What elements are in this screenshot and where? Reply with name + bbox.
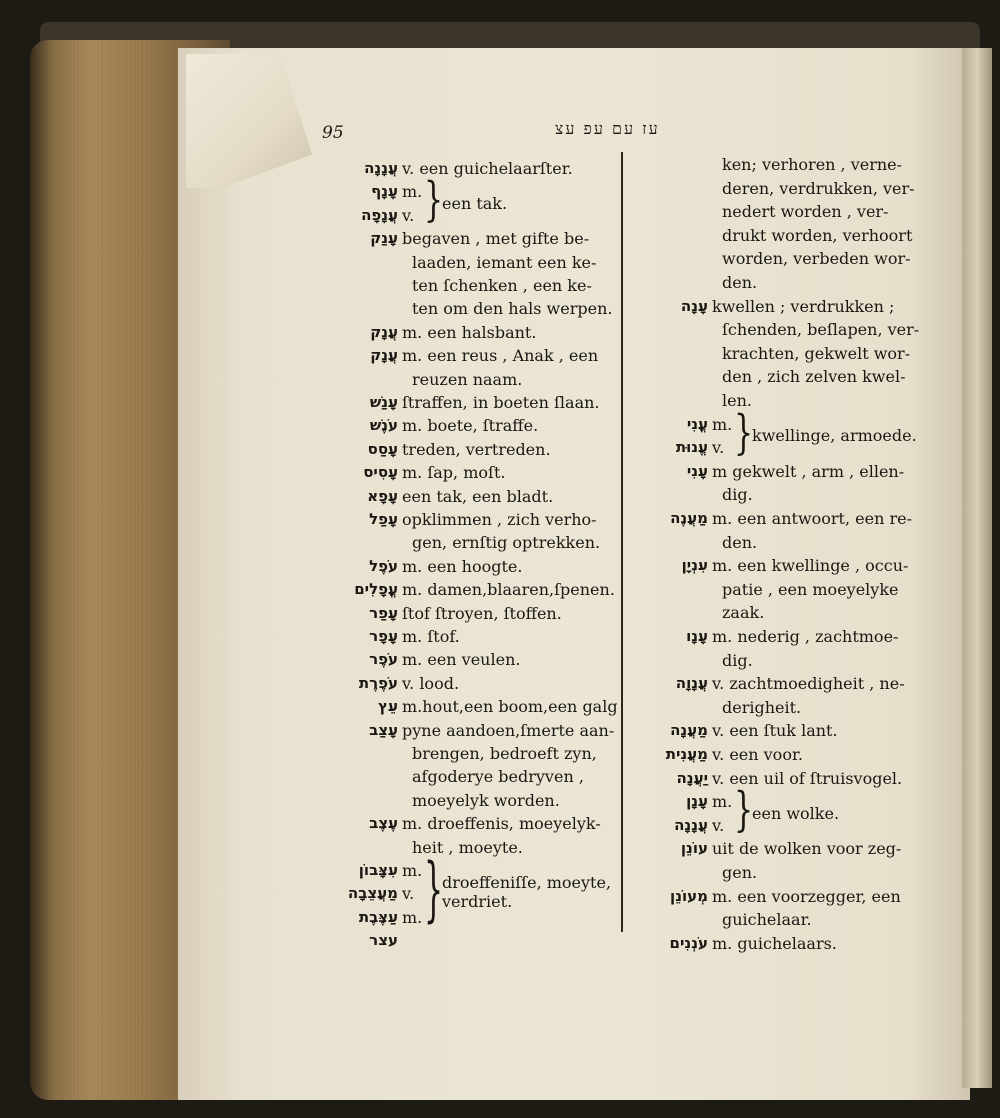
definition-text: m. een antwoort, een re-: [712, 509, 913, 528]
definition-text: m. boete, ſtraffe.: [402, 416, 539, 436]
hebrew-headword: עֹנֶשׁ: [369, 416, 398, 435]
hebrew-headword: מַעֲנֶה: [670, 509, 708, 527]
grouped-definition: verdriet.: [442, 892, 513, 912]
grouping-brace: }: [424, 849, 444, 932]
hebrew-headword: עֲנָנָה: [674, 815, 708, 834]
definition-text: krachten, gekwelt wor-: [722, 343, 911, 363]
definition-text: m. ſtof.: [402, 627, 460, 646]
hebrew-headword: עֱנוּת: [675, 438, 708, 457]
definition-text: ſtraffen, in boeten ſlaan.: [402, 393, 600, 412]
running-head: עז עם עפ עצ: [555, 119, 660, 138]
hebrew-headword: עָנָף: [371, 182, 398, 201]
definition-text: v.: [402, 205, 415, 225]
definition-text: v.: [402, 884, 415, 904]
definition-text: den.: [722, 273, 758, 292]
hebrew-headword: עִצָּבוֹן: [358, 861, 398, 879]
definition-text: m. damen,blaaren,ſpenen.: [402, 580, 615, 600]
definition-text: m.: [712, 414, 733, 434]
hebrew-headword: עִנְיָן: [681, 556, 708, 575]
hebrew-headword: עָנָן: [686, 792, 708, 811]
hebrew-headword: עֵץ: [378, 697, 398, 716]
definition-text: v. een ſtuk lant.: [712, 721, 838, 741]
definition-text: patie , een moeyelyke: [722, 579, 899, 599]
definition-text: zaak.: [722, 603, 765, 623]
definition-text: gen, ernſtig optrekken.: [412, 533, 601, 553]
definition-text: een tak, een bladt.: [402, 486, 554, 506]
page-right-edge: [962, 48, 992, 1088]
definition-text: m.: [402, 907, 423, 927]
hebrew-headword: עָנָו: [686, 627, 708, 645]
hebrew-headword: עֲנָנָה: [364, 159, 398, 177]
definition-text: opklimmen , zich verho-: [402, 510, 597, 529]
hebrew-headword: עָפָר: [369, 627, 398, 645]
definition-text: brengen, bedroeft zyn,: [412, 744, 597, 763]
hebrew-headword: עוֹנֵן: [680, 839, 708, 858]
hebrew-headword: עָנַשׁ: [369, 393, 398, 411]
hebrew-headword: עֲנָק: [370, 322, 398, 341]
hebrew-headword: עָפַל: [369, 510, 398, 528]
definition-text: worden, verbeden wor-: [722, 249, 911, 269]
definition-text: m.: [712, 792, 733, 812]
definition-text: den.: [722, 532, 758, 552]
definition-text: deren, verdrukken, ver-: [722, 178, 915, 198]
hebrew-headword: מַעֲצֵבָה: [347, 884, 398, 903]
definition-text: m.: [402, 182, 423, 202]
grouped-definition: een wolke.: [752, 804, 840, 823]
definition-text: dig.: [722, 485, 753, 505]
hebrew-headword: עָסַס: [367, 439, 398, 458]
hebrew-headword: עֹפֶר: [369, 650, 398, 669]
definition-text: heit , moeyte.: [412, 837, 523, 857]
hebrew-headword: עֹפֶל: [369, 556, 398, 575]
definition-text: m. ſap, moſt.: [402, 463, 506, 483]
definition-text: moeyelyk worden.: [412, 790, 560, 810]
hebrew-headword: מַעֲנָה: [670, 721, 708, 740]
hebrew-headword: יַעֲנָה: [676, 768, 708, 787]
definition-text: laaden, iemant een ke-: [412, 252, 597, 272]
definition-text: treden, vertreden.: [402, 439, 551, 459]
definition-text: gen.: [722, 863, 758, 882]
definition-text: m. droeffenis, moeyelyk-: [402, 814, 601, 834]
definition-text: ſchenden, beſlapen, ver-: [722, 320, 920, 340]
hebrew-headword: מַעֲנִית: [665, 745, 708, 763]
grouping-brace: }: [734, 783, 754, 839]
definition-text: v. een guichelaarſter.: [402, 159, 573, 178]
definition-text: ken; verhoren , verne-: [722, 155, 903, 174]
definition-text: v. een voor.: [712, 745, 803, 764]
definition-text: uit de wolken voor zeg-: [712, 839, 902, 859]
hebrew-headword: עָסִיס: [363, 463, 398, 482]
definition-text: v. lood.: [402, 673, 460, 693]
grouped-definition: een tak.: [442, 194, 508, 214]
definition-text: m.hout,een boom,een galg: [402, 697, 618, 717]
definition-text: ſtof ſtroyen, ſtoffen.: [402, 603, 562, 623]
definition-text: v. een uil of ſtruisvogel.: [712, 768, 903, 788]
definition-text: m. nederig , zachtmoe-: [712, 627, 899, 646]
hebrew-headword: עָפַר: [369, 603, 398, 622]
definition-text: nedert worden , ver-: [722, 202, 889, 222]
hebrew-headword: עֲנָק: [370, 346, 398, 365]
hebrew-headword: עַצֶּבֶת: [358, 907, 398, 926]
definition-text: reuzen naam.: [412, 369, 523, 389]
grouping-brace: }: [424, 173, 444, 229]
hebrew-headword: עָנַק: [370, 229, 398, 248]
definition-text: v.: [712, 438, 725, 458]
grouping-brace: }: [734, 405, 754, 461]
hebrew-headword: עֹפֶרֶת: [358, 673, 398, 692]
hebrew-headword: מְעוֹנֵן: [670, 886, 708, 905]
hebrew-headword: עֶצֶב: [369, 814, 398, 833]
hebrew-headword: עֲנָוָה: [675, 674, 708, 693]
definition-text: v.: [712, 815, 725, 835]
definition-text: m. een hoogte.: [402, 556, 523, 576]
column-divider-rule: [621, 152, 623, 932]
definition-text: m. een kwellinge , occu-: [712, 556, 909, 576]
definition-text: drukt worden, verhoort: [722, 225, 913, 245]
definition-text: ten ſchenken , een ke-: [412, 276, 592, 295]
definition-text: m. een halsbant.: [402, 322, 537, 342]
hebrew-headword: עָנִי: [686, 461, 708, 480]
hebrew-headword: עֹנְנִים: [669, 933, 708, 952]
definition-text: v. zachtmoedigheit , ne-: [712, 674, 905, 694]
hebrew-headword: עֳפָלִים: [354, 580, 398, 599]
definition-text: m. een reus , Anak , een: [402, 346, 599, 366]
hebrew-headword: עָנָה: [680, 296, 708, 315]
definition-text: derigheit.: [722, 697, 802, 717]
definition-text: m. een voorzegger, een: [712, 886, 901, 906]
definition-text: m. guichelaars.: [712, 933, 837, 953]
grouped-definition: kwellinge, armoede.: [752, 426, 917, 446]
hebrew-headword: עֲנָפָה: [361, 205, 398, 224]
definition-text: len.: [722, 391, 752, 410]
page-number: 95: [322, 123, 344, 143]
hebrew-headword: עָצַב: [369, 720, 398, 739]
definition-text: ten om den hals werpen.: [412, 299, 613, 319]
definition-text: guichelaar.: [722, 910, 812, 930]
definition-text: m. een veulen.: [402, 650, 521, 670]
definition-text: pyne aandoen,ſmerte aan-: [402, 720, 615, 740]
hebrew-headword: עֳנִי: [686, 414, 708, 433]
definition-text: dig.: [722, 650, 753, 670]
grouped-definition: droeffeniſſe, moeyte,: [442, 872, 612, 892]
hebrew-headword: עצר: [369, 931, 398, 950]
definition-text: m gekwelt , arm , ellen-: [712, 461, 905, 481]
definition-text: begaven , met gifte be-: [402, 229, 590, 249]
definition-text: kwellen ; verdrukken ;: [712, 296, 895, 316]
definition-text: m.: [402, 861, 423, 880]
definition-text: afgoderye bedryven ,: [412, 767, 584, 787]
definition-text: den , zich zelven kwel-: [722, 367, 906, 387]
hebrew-headword: עָפָא: [367, 486, 398, 505]
